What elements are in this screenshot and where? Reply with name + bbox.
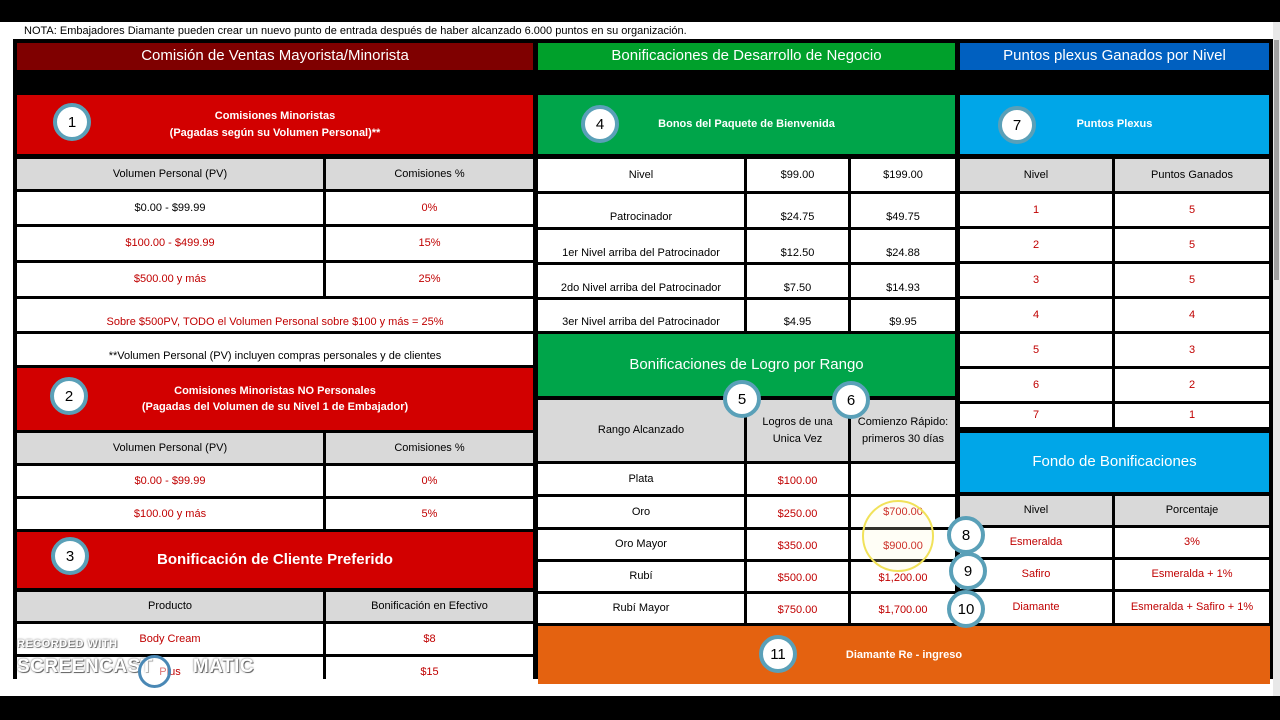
s7-row5-points: 3 [1115, 334, 1269, 366]
badge-7: 7 [998, 106, 1036, 144]
s7-row6-level: 6 [960, 369, 1112, 401]
s1-row2-pv: $100.00 - $499.99 [17, 227, 323, 260]
s7-title: Puntos Plexus [960, 95, 1269, 154]
watermark-screencast [17, 656, 254, 678]
fondo-header-level: Nivel [960, 496, 1112, 525]
fondo-row3-pct: Esmeralda + Safiro + 1% [1115, 592, 1269, 623]
compensation-grid [13, 39, 1273, 679]
s4-row1-level: Patrocinador [538, 194, 744, 227]
s2-row2-pct: 5% [326, 499, 533, 529]
s5-row1-fast [851, 464, 955, 494]
s7-header-level: Nivel [960, 159, 1112, 191]
s5-row5-rank: Rubí Mayor [538, 594, 744, 623]
fondo-row1-level: Esmeralda [960, 528, 1112, 557]
s3-row2-bonus: $15 [326, 657, 533, 687]
s5-row2-fast: $700.00 [851, 497, 955, 527]
watermark-logo-icon [138, 655, 171, 688]
s4-row2-level: 1er Nivel arriba del Patrocinador [538, 230, 744, 262]
s4-row3-99: $7.50 [747, 265, 848, 297]
badge-1: 1 [53, 103, 91, 141]
s2-header [17, 368, 533, 430]
s4-title: Bonos del Paquete de Bienvenida [538, 95, 955, 154]
s1-row1-pct: 0% [326, 192, 533, 224]
s3-row1-bonus: $8 [326, 624, 533, 654]
s5-row4-once: $500.00 [747, 562, 848, 591]
s5-header-once: Logros de una Unica Vez [747, 400, 848, 461]
s2-line2: (Pagadas del Volumen de su Nivel 1 de Embajador) [141, 401, 409, 413]
s7-row1-level: 1 [960, 194, 1112, 226]
s5-row4-fast: $1,200.00 [851, 562, 955, 591]
badge-2: 2 [50, 377, 88, 415]
fondo-header-pct: Porcentaje [1115, 496, 1269, 525]
s2-header-pct: Comisiones % [326, 433, 533, 463]
s7-row4-level: 4 [960, 299, 1112, 331]
s5-row2-rank: Oro [538, 497, 744, 527]
s5-row1-once: $100.00 [747, 464, 848, 494]
s7-header-points: Puntos Ganados [1115, 159, 1269, 191]
badge-8: 8 [947, 516, 985, 554]
s1-row3-pv: $500.00 y más [17, 263, 323, 296]
s5-header-fast: Comienzo Rápido: primeros 30 días [851, 400, 955, 461]
s5-row5-fast: $1,700.00 [851, 594, 955, 623]
s1-header-pv: Volumen Personal (PV) [17, 159, 323, 189]
fondo-title: Fondo de Bonificaciones [960, 433, 1269, 492]
watermark-screencast-text: SCREENCAST [17, 656, 153, 677]
cursor-highlight [862, 500, 934, 572]
col2-title: Bonificaciones de Desarrollo de Negocio [538, 43, 955, 70]
bottom-bar [0, 696, 1280, 720]
s4-row1-199: $49.75 [851, 194, 955, 227]
badge-3: 3 [51, 537, 89, 575]
s3-row2-product: Plus [17, 657, 323, 687]
s7-row3-level: 3 [960, 264, 1112, 296]
scrollbar-thumb[interactable] [1274, 40, 1279, 280]
watermark-recorded-with: RECORDED WITH [17, 638, 118, 650]
s7-row2-points: 5 [1115, 229, 1269, 261]
s2-header-pv: Volumen Personal (PV) [17, 433, 323, 463]
s1-row3-pct: 25% [326, 263, 533, 296]
note-text: NOTA: Embajadores Diamante pueden crear un nuevo punto de entrada después de haber alcanzado 6.000 puntos en su organización. [24, 25, 687, 37]
s5-title: Bonificaciones de Logro por Rango [538, 334, 955, 396]
s4-row2-199: $24.88 [851, 230, 955, 262]
s4-row3-level: 2do Nivel arriba del Patrocinador [538, 265, 744, 297]
s4-row2-99: $12.50 [747, 230, 848, 262]
s5-row3-fast: $900.00 [851, 530, 955, 559]
s1-header-pct: Comisiones % [326, 159, 533, 189]
fondo-row2-level: Safiro [960, 560, 1112, 589]
s5-row3-once: $350.00 [747, 530, 848, 559]
badge-9: 9 [949, 552, 987, 590]
col3-title: Puntos plexus Ganados por Nivel [960, 43, 1269, 70]
s5-header-rank: Rango Alcanzado [538, 400, 744, 461]
s3-row1-product: Body Cream [17, 624, 323, 654]
s2-line1: Comisiones Minoristas NO Personales [174, 384, 376, 397]
s3-header-bonus: Bonificación en Efectivo [326, 592, 533, 621]
badge-5: 5 [723, 380, 761, 418]
s7-row5-level: 5 [960, 334, 1112, 366]
badge-11: 11 [759, 635, 797, 673]
s4-row1-99: $24.75 [747, 194, 848, 227]
s4-header-level: Nivel [538, 159, 744, 191]
s2-row2-pv: $100.00 y más [17, 499, 323, 529]
col1-title: Comisión de Ventas Mayorista/Minorista [17, 43, 533, 70]
s7-row7-points: 1 [1115, 404, 1269, 427]
fondo-row1-pct: 3% [1115, 528, 1269, 557]
fondo-row2-pct: Esmeralda + 1% [1115, 560, 1269, 589]
s4-row4-level: 3er Nivel arriba del Patrocinador [538, 300, 744, 331]
s7-row2-level: 2 [960, 229, 1112, 261]
watermark-matic-text: MATIC [192, 656, 255, 677]
s1-footnote-red: Sobre $500PV, TODO el Volumen Personal sobre $100 y más = 25% [17, 299, 533, 331]
s7-row3-points: 5 [1115, 264, 1269, 296]
s7-row4-points: 4 [1115, 299, 1269, 331]
s5-row3-rank: Oro Mayor [538, 530, 744, 559]
s2-row1-pv: $0.00 - $99.99 [17, 466, 323, 496]
badge-6: 6 [832, 381, 870, 419]
s4-row4-199: $9.95 [851, 300, 955, 331]
s1-header [17, 95, 533, 154]
s7-row1-points: 5 [1115, 194, 1269, 226]
s11-title: Diamante Re - ingreso [538, 626, 1270, 684]
s1-footnote: **Volumen Personal (PV) incluyen compras personales y de clientes [17, 334, 533, 365]
s4-row4-99: $4.95 [747, 300, 848, 331]
s7-row7-level: 7 [960, 404, 1112, 427]
s3-title: Bonificación de Cliente Preferido [17, 532, 533, 588]
s5-row5-once: $750.00 [747, 594, 848, 623]
s4-row3-199: $14.93 [851, 265, 955, 297]
s4-header-199: $199.00 [851, 159, 955, 191]
s4-header-99: $99.00 [747, 159, 848, 191]
s1-row1-pv: $0.00 - $99.99 [17, 192, 323, 224]
s1-row2-pct: 15% [326, 227, 533, 260]
badge-10: 10 [947, 590, 985, 628]
s5-row4-rank: Rubí [538, 562, 744, 591]
s1-line1: Comisiones Minoristas [214, 110, 336, 122]
s3-header-product: Producto [17, 592, 323, 621]
badge-4: 4 [581, 105, 619, 143]
s2-row1-pct: 0% [326, 466, 533, 496]
s7-row6-points: 2 [1115, 369, 1269, 401]
s5-row2-once: $250.00 [747, 497, 848, 527]
s1-line2: (Pagadas según su Volumen Personal)** [169, 126, 381, 139]
s5-row1-rank: Plata [538, 464, 744, 494]
fondo-row3-level: Diamante [960, 592, 1112, 623]
